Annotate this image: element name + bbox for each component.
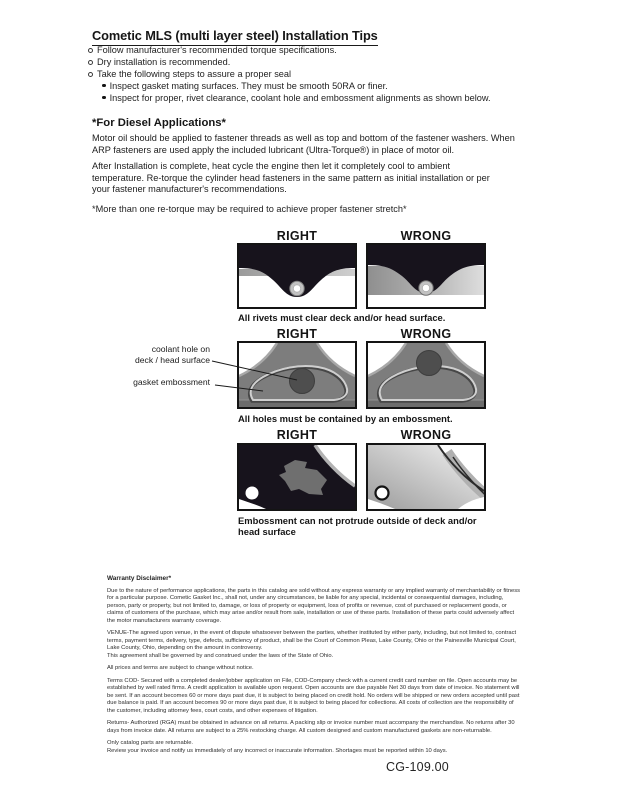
diagram3-wrong-label: WRONG [400,428,452,442]
holes-wrong-diagram [366,341,486,409]
coolant-hole-label-line2: deck / head surface [134,354,210,365]
diagram1-right-label: RIGHT [276,229,318,243]
installation-tips-list [88,44,558,104]
holes-caption: All holes must be contained by an embossment. [238,413,453,424]
protrusion-wrong-illustration [368,445,484,509]
rivet-right-diagram [237,243,357,309]
legal-paragraph: All prices and terms are subject to change without notice. [107,665,254,671]
bullet-text: Take the following steps to assure a proper seal [97,69,292,79]
bullet-text: Dry installation is recommended. [97,57,231,67]
bullet-text: Inspect gasket mating surfaces. They must be smooth 50RA or finer. [109,81,388,91]
legal-paragraph: Due to the nature of performance applications, the parts in this catalog are sold without any express warranty or any implied warranty of merchantability or fitness for a particular purpose. Cometic Gasket Inc., shall not, under any circumstances, be liable for any special, incidental or consequential damages, including, person, party or property, but not limited to, damage, or loss of property or equipment, loss of profits or revenue, cost of purchased or replacement goods, or claims of customers of the purchase, which may arise and/or result from sale, installation or use of these parts. Installation of these parts could adversely affect the motor manufacturers warranty coverage. [107,587,521,624]
legal-paragraph: Terms COD- Secured with a completed dealer/jobber application on File, COD-Company check with a current credit card number on file. Open accounts may be established by well rated firms. A credit application is available upon request. Open accounts are due payable Net 30 days from date of invoice. No statement will be sent. If an account becomes 60 or more days past due, it is subject to being placed on credit hold. No orders will be shipped or new orders accepted until past due balance is paid. If an account becomes 90 or more days past due, it is subject to being placed for collections. All costs of collection are the responsibility of the customer, including attorney fees, court costs, and other expenses of litigation. [107,677,520,714]
open-bullet-icon [88,60,93,65]
rivet-wrong-illustration [368,245,484,307]
diesel-heading: *For Diesel Applications* [92,117,226,129]
list-item [88,56,558,68]
diesel-paragraph-2: After Installation is complete, heat cycle the engine then let it completely cool to ambient temperature. Re-torque the cylinder head fasteners in the same pattern as initial installation or per your fastener manufacturer's recommendations. [92,161,490,194]
rivet-right-illustration [239,245,355,307]
page-code: CG-109.00 [386,760,449,774]
diagram3-right-label: RIGHT [276,428,318,442]
list-item [102,80,558,92]
legal-paragraph: Only catalog parts are returnable. [107,740,194,746]
gasket-embossment-label: gasket embossment [133,377,210,387]
retorque-note: *More than one re-torque may be required to achieve proper fastener stretch* [92,204,407,214]
diagram2-wrong-label: WRONG [400,327,452,341]
diagram1-wrong-label: WRONG [400,229,452,243]
coolant-hole-label-line1: coolant hole on [151,344,210,354]
filled-bullet-icon [102,96,106,100]
protrusion-right-diagram [237,443,357,511]
list-item [88,44,558,56]
bullet-text: Inspect for proper, rivet clearance, coolant hole and embossment alignments as shown below. [109,93,491,103]
protrusion-right-illustration [239,445,355,509]
open-bullet-icon [88,72,93,77]
embossment-caption: Embossment can not protrude outside of deck and/or head surface [238,515,477,537]
holes-right-diagram [237,341,357,409]
legal-paragraph: Review your invoice and notify us immediately of any incorrect or inaccurate information. Shortages must be reported within 10 days. [107,747,448,754]
diagram2-right-label: RIGHT [276,327,318,341]
filled-bullet-icon [102,84,106,88]
open-bullet-icon [88,48,93,53]
legal-paragraph: This agreement shall be governed by and construed under the laws of the State of Ohio. [107,652,334,659]
warranty-disclaimer-section [107,575,521,755]
bullet-text: Follow manufacturer's recommended torque specifications. [97,45,337,55]
page-title: Cometic MLS (multi layer steel) Installation Tips [92,28,378,46]
protrusion-wrong-diagram [366,443,486,511]
rivet-wrong-diagram [366,243,486,309]
legal-paragraph: VENUE-The agreed upon venue, in the event of dispute whatsoever between the parties, whether instituted by either party, including, but not limited to, contract terms, payment terms, delivery, type, defects, sufficiency of product, shall be the Court of Common Pleas, Lake County, Ohio or the Painesville Municipal Court, Lake County, Ohio, depending on the amount in controversy. [107,630,517,651]
legal-paragraph: Returns- Authorized (RGA) must be obtained in advance on all returns. A packing slip or invoice number must accompany the merchandise. No returns after 30 days from invoice date. All returns are subject to a 25% restocking charge. All custom designed and custom manufactured gaskets are non-returnable. [107,720,515,734]
list-item [88,68,558,80]
holes-wrong-illustration [368,343,484,407]
list-item [102,92,558,104]
coolant-hole-label [90,344,210,365]
holes-right-illustration [239,343,355,407]
warranty-heading: Warranty Disclaimer* [107,575,172,582]
rivet-caption: All rivets must clear deck and/or head surface. [238,312,446,323]
diesel-paragraph-1: Motor oil should be applied to fastener threads as well as top and bottom of the fastener washers. When ARP fasteners are used apply the included lubricant (Ultra-Torque®) in place of motor oil. [92,133,515,155]
